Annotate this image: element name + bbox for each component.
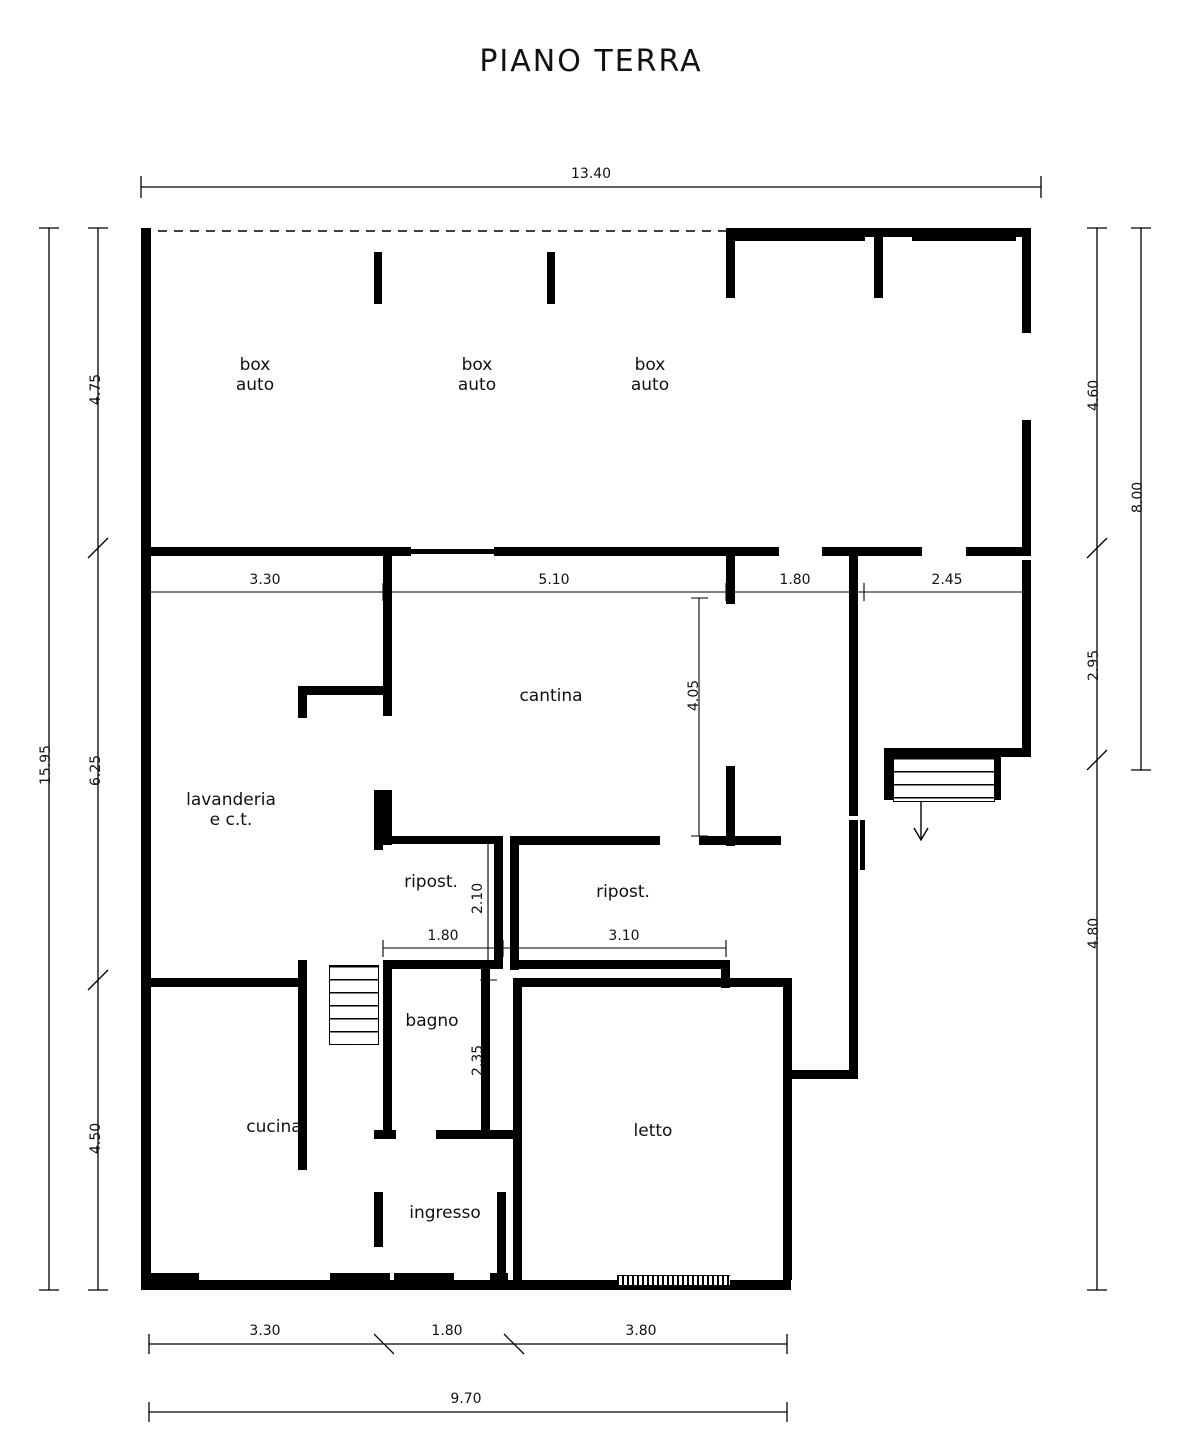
- wall-lavanderia-right: [298, 960, 307, 1170]
- dim-2-95: 2.95: [1086, 649, 1102, 681]
- wall-letto-right-jog-vert: [849, 820, 858, 1075]
- wall-letto-right-upper: [849, 556, 858, 816]
- room-label-ripost-left: [404, 872, 458, 892]
- room-label-lavanderia: [186, 790, 276, 830]
- wall-garage-rear-b: [494, 547, 779, 556]
- wall-letto-left: [513, 978, 522, 1280]
- wall-bagno-stub: [374, 1130, 396, 1139]
- wall-right-wing-bottom: [884, 748, 1031, 757]
- wall-ripost-stub: [374, 790, 383, 850]
- room-label-line: box: [634, 355, 666, 375]
- wall-cantina-right-b: [726, 766, 735, 846]
- wall-ripost-left-vert: [510, 845, 519, 970]
- room-label-line: ingresso: [409, 1203, 481, 1223]
- dim-9-70: 9.70: [450, 1391, 482, 1407]
- room-label-cucina: [246, 1117, 301, 1137]
- wall-lavanderia-window: [144, 672, 149, 734]
- room-label-bagno: [405, 1011, 458, 1031]
- room-label-line: cantina: [519, 686, 583, 706]
- dim-6-25: 6.25: [88, 754, 104, 786]
- dim-1-80-lower: 1.80: [431, 1323, 463, 1339]
- dim-4-60: 4.60: [1086, 379, 1102, 411]
- dim-2-10: 2.10: [470, 882, 486, 914]
- room-label-line: cucina: [246, 1117, 302, 1137]
- dim-4-75: 4.75: [88, 373, 104, 405]
- dim-4-80: 4.80: [1086, 917, 1102, 949]
- wall-lavanderia-bottom: [149, 978, 301, 987]
- wall-garage-rear-lintel: [411, 549, 494, 554]
- dim-2-35: 2.35: [470, 1044, 486, 1076]
- room-label-line: box: [239, 355, 271, 375]
- room-label-line: auto: [630, 375, 670, 395]
- room-label-cantina: [519, 686, 582, 706]
- dim-1-80-bagno: 1.80: [427, 928, 459, 944]
- dim-2-45: 2.45: [931, 572, 963, 588]
- wall-ingresso-bottom-left: [330, 1273, 390, 1282]
- room-label-line: bagno: [405, 1011, 459, 1031]
- wall-cantina-left-lower: [383, 790, 392, 845]
- room-label-line: lavanderia: [186, 790, 276, 810]
- wall-letto-right-jog-window: [860, 820, 865, 870]
- wall-garage-rear: [149, 547, 411, 556]
- wall-cantina-left-jog: [298, 686, 392, 695]
- wall-cantina-bottom: [699, 836, 781, 845]
- wall-bagno-left: [383, 969, 392, 1139]
- room-label-ingresso: [409, 1203, 480, 1223]
- dim-3-30-lower: 3.30: [249, 1323, 281, 1339]
- wall-exterior-right-upper-b: [1022, 420, 1031, 550]
- wall-cantina-left-jog-vert: [298, 686, 307, 718]
- wall-ingresso-right: [497, 1192, 506, 1282]
- wall-letto-top: [513, 978, 783, 987]
- dim-3-30-upper: 3.30: [249, 572, 281, 588]
- wall-ingresso-bottom-edge: [490, 1273, 508, 1282]
- garage-mullion-2: [547, 252, 555, 304]
- wall-garage-rear-c: [822, 547, 922, 556]
- wall-ripost-bottom-left: [383, 960, 503, 969]
- wall-ripost-divider: [494, 836, 503, 968]
- wall-exterior-right-mid: [1022, 560, 1031, 756]
- room-label-line: letto: [633, 1121, 673, 1141]
- wall-ripost-left-top: [392, 836, 502, 844]
- page-title: PIANO TERRA: [479, 44, 703, 79]
- dim-overall-width: 13.40: [570, 166, 612, 182]
- room-label-ripost-right: [596, 882, 650, 902]
- dim-5-10: 5.10: [538, 572, 570, 588]
- garage-mullion-1: [374, 252, 382, 304]
- wall-cantina-bottom-b: [510, 836, 660, 845]
- wall-exterior-left: [141, 228, 151, 1290]
- wall-letto-right-outer: [783, 978, 792, 1280]
- wall-bottom-left-return: [149, 1273, 199, 1282]
- dim-15-95: 15.95: [38, 744, 54, 785]
- room-label-box-auto-right: [631, 355, 669, 395]
- dim-3-10: 3.10: [608, 928, 640, 944]
- room-label-line: ripost.: [404, 872, 458, 892]
- wall-garage-top-segment-2: [912, 236, 1016, 241]
- room-label-line: box: [461, 355, 493, 375]
- dim-3-80: 3.80: [625, 1323, 657, 1339]
- wall-ingresso-bottom-right: [394, 1273, 454, 1282]
- wall-garage-rear-d: [966, 547, 1031, 556]
- room-label-line: auto: [235, 375, 275, 395]
- dim-1-80-upper: 1.80: [779, 572, 811, 588]
- dim-4-50: 4.50: [88, 1122, 104, 1154]
- room-label-box-auto-middle: [458, 355, 496, 395]
- wall-garage-right-divider-2: [874, 231, 883, 298]
- wall-bagno-bottom: [436, 1130, 522, 1139]
- room-label-line: ripost.: [596, 882, 650, 902]
- letto-window: [617, 1275, 730, 1286]
- dim-8-00: 8.00: [1130, 481, 1146, 513]
- dim-4-05: 4.05: [686, 679, 702, 711]
- wall-cantina-right: [726, 556, 735, 604]
- room-label-box-auto-left: [236, 355, 274, 395]
- wall-right-wing-left: [884, 748, 893, 796]
- room-label-letto: [634, 1121, 673, 1141]
- room-label-line: e c.t.: [209, 810, 253, 830]
- wall-garage-right-divider: [726, 228, 735, 298]
- wall-garage-top-segment: [735, 236, 865, 241]
- wall-exterior-right-upper: [1022, 228, 1031, 333]
- stairs-right-wing: [893, 757, 995, 802]
- wall-letto-right-jog: [783, 1070, 858, 1079]
- wall-ingresso-left: [374, 1192, 383, 1247]
- wall-ripost-bottom-right: [510, 960, 730, 969]
- stairs-interior: [329, 965, 379, 1045]
- room-label-line: auto: [457, 375, 497, 395]
